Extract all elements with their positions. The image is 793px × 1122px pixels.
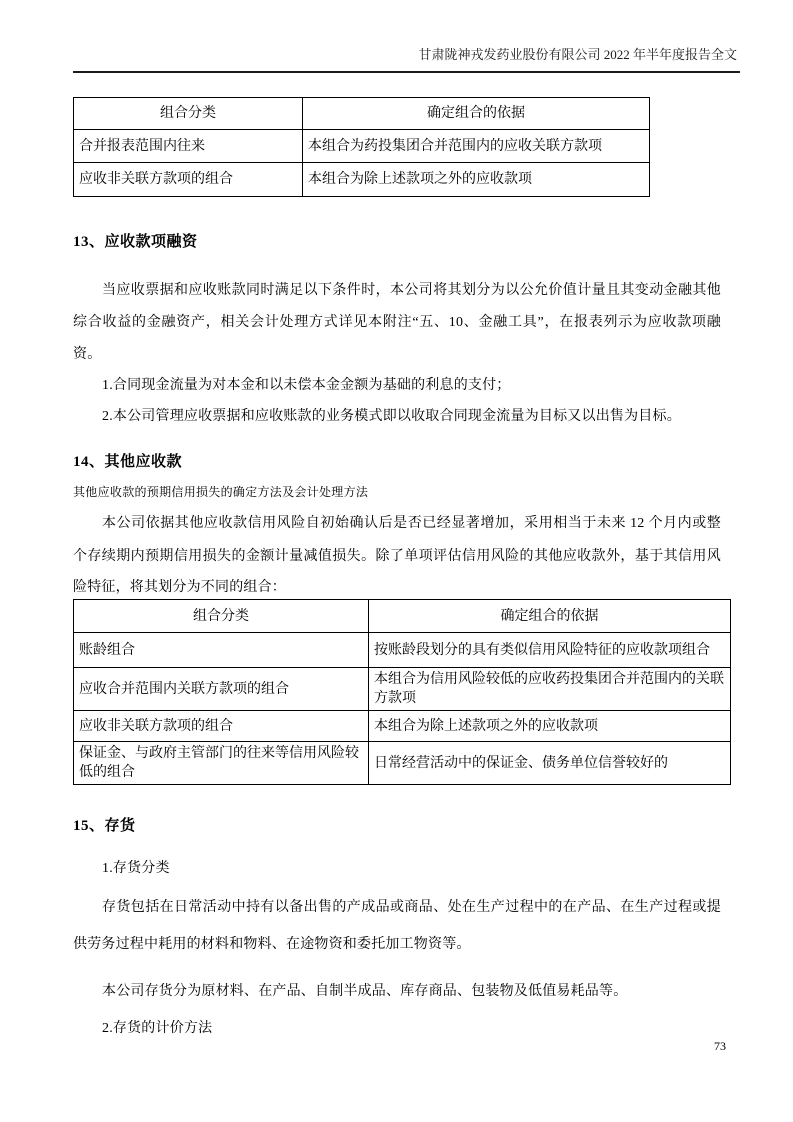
section-13-paragraph-line: 资。 <box>73 347 102 362</box>
column-header-portfolio-basis: 确定组合的依据 <box>369 600 731 633</box>
section-13-list-item: 1.合同现金流量为对本金和以未偿本金金额为基础的利息的支付； <box>102 378 511 393</box>
column-header-portfolio-class: 组合分类 <box>74 98 303 130</box>
table-header-row <box>74 600 731 633</box>
section-15-inventory-types-line: 本公司存货分为原材料、在产品、自制半成品、库存商品、包装物及低值易耗品等。 <box>102 984 628 999</box>
section-15-heading: 15、存货 <box>73 818 136 834</box>
table-cell: 日常经营活动中的保证金、债务单位信誉较好的 <box>369 742 731 785</box>
column-header-portfolio-class: 组合分类 <box>74 600 369 633</box>
table-cell: 账龄组合 <box>74 633 369 668</box>
header-title: 甘肃陇神戎发药业股份有限公司 2022 年半年度报告全文 <box>418 47 737 62</box>
table-cell: 保证金、与政府主管部门的往来等信用风险较低的组合 <box>74 742 369 785</box>
section-14-paragraph-line: 个存续期内预期信用损失的金额计量减值损失。除了单项评估信用风险的其他应收款外，基于其信用风 <box>73 549 721 564</box>
table-cell: 按账龄段划分的具有类似信用风险特征的应收款项组合 <box>369 633 731 668</box>
section-15-paragraph-line: 供劳务过程中耗用的材料和物料、在途物资和委托加工物资等。 <box>73 937 471 952</box>
section-14-subheading: 其他应收款的预期信用损失的确定方法及会计处理方法 <box>73 485 369 499</box>
table-cell: 应收非关联方款项的组合 <box>74 163 303 197</box>
section-13-paragraph-line: 综合收益的金融资产，相关会计处理方式详见本附注“五、10、金融工具”，在报表列示为应收款项融 <box>73 315 721 330</box>
section-14-heading: 14、其他应收款 <box>73 454 183 470</box>
table-cell: 本组合为除上述款项之外的应收款项 <box>303 163 650 197</box>
section-13-paragraph-line: 当应收票据和应收账款同时满足以下条件时，本公司将其划分为以公允价值计量且其变动金融其他 <box>102 283 721 298</box>
other-receivable-portfolio-table <box>73 599 731 785</box>
table-header-row <box>74 98 650 130</box>
table-row <box>74 668 731 711</box>
table-cell: 应收非关联方款项的组合 <box>74 711 369 742</box>
table-row <box>74 742 731 785</box>
table-cell: 应收合并范围内关联方款项的组合 <box>74 668 369 711</box>
section-13-heading: 13、应收款项融资 <box>73 234 198 250</box>
table-cell: 本组合为信用风险较低的应收药投集团合并范围内的关联方款项 <box>369 668 731 711</box>
section-15-list-item: 2.存货的计价方法 <box>102 1021 213 1036</box>
table-row <box>74 711 731 742</box>
section-15-paragraph-line: 存货包括在日常活动中持有以备出售的产成品或商品、处在生产过程中的在产品、在生产过程或提 <box>102 900 721 915</box>
table-cell: 本组合为除上述款项之外的应收款项 <box>369 711 731 742</box>
page-number: 73 <box>714 1039 726 1053</box>
table-row <box>74 633 731 668</box>
table-row <box>74 163 650 197</box>
receivable-portfolio-table <box>73 97 650 197</box>
table-cell: 本组合为药投集团合并范围内的应收关联方款项 <box>303 130 650 163</box>
table-cell: 合并报表范围内往来 <box>74 130 303 163</box>
column-header-portfolio-basis: 确定组合的依据 <box>303 98 650 130</box>
section-14-paragraph-line: 本公司依据其他应收款信用风险自初始确认后是否已经显著增加，采用相当于未来 12 个月内或整 <box>102 516 721 531</box>
section-13-list-item: 2.本公司管理应收票据和应收账款的业务模式即以收取合同现金流量为目标又以出售为目标。 <box>102 409 681 424</box>
header-rule <box>73 71 740 73</box>
section-15-list-item: 1.存货分类 <box>102 861 170 876</box>
table-row <box>74 130 650 163</box>
section-14-paragraph-line: 险特征，将其划分为不同的组合： <box>73 580 286 595</box>
